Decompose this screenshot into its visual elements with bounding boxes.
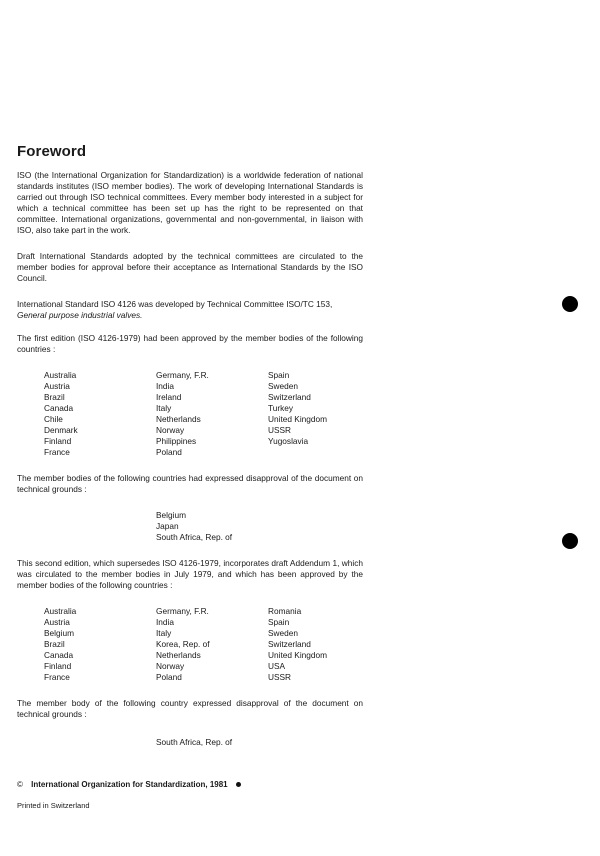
country-item: Canada	[44, 650, 74, 660]
country-item: Finland	[44, 436, 72, 446]
first-disapproval-list	[156, 510, 232, 543]
country-item: Poland	[156, 447, 182, 457]
country-item: Sweden	[268, 628, 298, 638]
copyright-icon: ©	[17, 780, 23, 789]
country-item: Ireland	[156, 392, 182, 402]
country-item: Spain	[268, 617, 290, 627]
country-item: United Kingdom	[268, 414, 328, 424]
country-item: Sweden	[268, 381, 298, 391]
second-edition-paragraph: This second edition, which supersedes ISO 4126-1979, incorporates draft Addendum 1, which was circulated to the member bodies in July 1979, and which has been approved by the member bodies of the following countries :	[17, 558, 363, 590]
country-item: Denmark	[44, 425, 78, 435]
second-approval-col2	[156, 606, 210, 683]
committee-paragraph	[17, 299, 363, 321]
first-disapproval-paragraph: The member bodies of the following countries had expressed disapproval of the document on technical grounds :	[17, 473, 363, 494]
country-item: United Kingdom	[268, 650, 328, 660]
country-item: Norway	[156, 425, 185, 435]
country-item: Philippines	[156, 436, 197, 446]
country-item: South Africa, Rep. of	[156, 737, 233, 747]
copyright-text: International Organization for Standardization, 1981	[31, 780, 228, 789]
country-item: Austria	[44, 381, 70, 391]
country-item: Korea, Rep. of	[156, 639, 210, 649]
country-item: Belgium	[156, 510, 186, 520]
second-disapproval-paragraph: The member body of the following country expressed disapproval of the document on technical grounds :	[17, 698, 363, 719]
country-item: Australia	[44, 370, 77, 380]
intro-paragraph: ISO (the International Organization for Standardization) is a worldwide federation of national standards institutes (ISO member bodies). The work of developing International Standards is carried out through ISO technical committees. Every member body interested in a subject for which a technical committee has been set up has the right to be represented on that committee. International organizations, governmental and non-governmental, in liaison with ISO, also take part in the work.	[17, 170, 363, 235]
first-edition-paragraph: The first edition (ISO 4126-1979) had been approved by the member bodies of the following countries :	[17, 333, 363, 354]
committee-text: International Standard ISO 4126 was developed by Technical Committee ISO/TC 153,	[17, 299, 333, 309]
first-approval-col1	[44, 370, 78, 458]
country-item: India	[156, 617, 174, 627]
margin-bullet-icon	[562, 296, 578, 312]
second-approval-col3	[268, 606, 327, 683]
country-item: Switzerland	[268, 639, 311, 649]
country-item: Romania	[268, 606, 302, 616]
first-approval-col3	[268, 370, 327, 447]
country-item: Australia	[44, 606, 77, 616]
country-item: Canada	[44, 403, 74, 413]
country-item: Spain	[268, 370, 290, 380]
margin-bullet-icon	[562, 533, 578, 549]
bullet-icon	[236, 782, 241, 787]
printed-in: Printed in Switzerland	[17, 801, 90, 810]
committee-title: General purpose industrial valves.	[17, 310, 143, 320]
country-item: Poland	[156, 672, 182, 682]
country-item: Netherlands	[156, 414, 201, 424]
country-item: France	[44, 672, 70, 682]
country-item: Austria	[44, 617, 70, 627]
country-item: Belgium	[44, 628, 74, 638]
draft-paragraph: Draft International Standards adopted by the technical committees are circulated to the member bodies for approval before their acceptance as International Standards by the ISO Council.	[17, 251, 363, 283]
copyright-line	[17, 780, 241, 789]
country-item: Germany, F.R.	[156, 370, 209, 380]
country-item: Finland	[44, 661, 72, 671]
first-approval-col2	[156, 370, 209, 458]
country-item: Turkey	[268, 403, 294, 413]
page-title: Foreword	[17, 143, 87, 160]
second-approval-col1	[44, 606, 76, 683]
country-item: South Africa, Rep. of	[156, 532, 233, 542]
country-item: USA	[268, 661, 286, 671]
country-item: Brazil	[44, 639, 65, 649]
country-item: USSR	[268, 672, 292, 682]
country-item: Brazil	[44, 392, 65, 402]
country-item: Switzerland	[268, 392, 311, 402]
country-item: USSR	[268, 425, 292, 435]
country-item: Italy	[156, 403, 172, 413]
country-item: France	[44, 447, 70, 457]
country-item: Italy	[156, 628, 172, 638]
country-item: Japan	[156, 521, 179, 531]
country-item: Germany, F.R.	[156, 606, 209, 616]
second-disapproval-list	[156, 737, 232, 748]
country-item: Netherlands	[156, 650, 201, 660]
country-item: Yugoslavia	[268, 436, 309, 446]
country-item: India	[156, 381, 174, 391]
country-item: Chile	[44, 414, 63, 424]
country-item: Norway	[156, 661, 185, 671]
